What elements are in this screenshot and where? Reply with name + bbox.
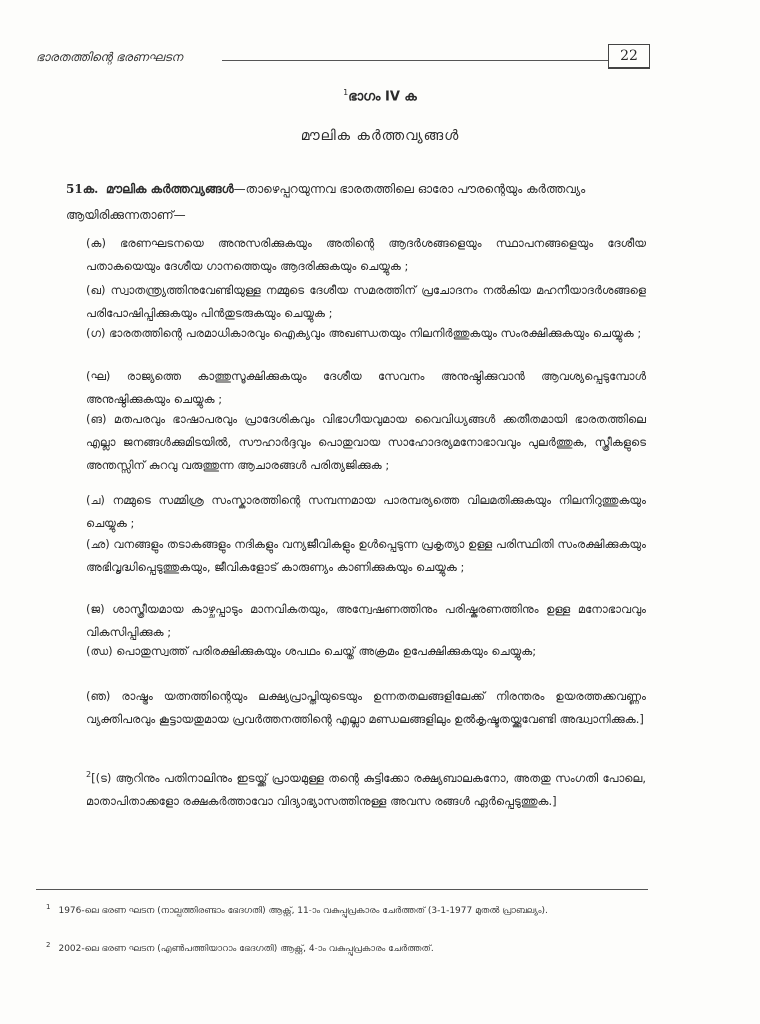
clause-nja: (ഞ) രാഷ്ട്രം യത്നത്തിന്റെയും ലക്ഷ്യപ്രാപ്തിയുടെയും ഉന്നതതലങ്ങളിലേക്ക് നിരന്തരം ഉയരത്തക്കവണ്ണം വ്യക്തിപരവും കൂട്ടായതുമായ പ്രവർത്തനത്തിന്റെ എല്ലാ മണ്ഡലങ്ങളിലും ഉൽകൃഷ്ടതയ്ക്കുവേണ്ടി അദ്ധ്വാനിക്കുക.]	[86, 689, 646, 726]
running-header-title: ഭാരതത്തിന്റെ ഭരണഘടന	[36, 50, 183, 64]
footnote-2-marker: 2	[46, 941, 51, 949]
clause-ga: (ഗ) ഭാരതത്തിന്റെ പരമാധികാരവും ഐക്യവും അഖണ്ഡതയും നിലനിർത്തുകയും സംരക്ഷിക്കുകയും ചെയ്യുക ;	[86, 326, 642, 340]
clause-gha: (ഘ) രാജ്യത്തെ കാത്തുസൂക്ഷിക്കുകയും ദേശീയ സേവനം അനുഷ്ഠിക്കുവാൻ ആവശ്യപ്പെടുമ്പോൾ അനുഷ്ഠിക്കുകയും ചെയ്യുക ;	[86, 369, 646, 406]
clause-chha: (ഛ) വനങ്ങളും തടാകങ്ങളും നദികളും വന്യജീവികളും ഉൾപ്പെടുന്ന പ്രകൃത്യാ ഉള്ള പരിസ്ഥിതി സംരക്ഷിക്കുകയും അഭിവൃദ്ധിപ്പെടുത്തുകയും, ജീവികളോട് കാരുണ്യം കാണിക്കുകയും ചെയ്യുക ;	[86, 537, 646, 574]
clause-cha: (ച) നമ്മുടെ സമ്മിശ്ര സംസ്കാരത്തിന്റെ സമ്പന്നമായ പാരമ്പര്യത്തെ വിലമതിക്കുകയും നിലനിറുത്തുകയും ചെയ്യുക ;	[86, 493, 646, 530]
footnote-rule	[36, 889, 648, 890]
footnote-1	[46, 899, 646, 919]
footnote-1-marker: 1	[46, 903, 51, 911]
article-number: 51ക.	[66, 182, 99, 196]
inserted-clause-marker: 2	[86, 770, 92, 779]
inserted-clause-text: [(ട) ആറിനും പതിനാലിനും ഇടയ്ക്ക് പ്രായമുള്ള തന്റെ കുട്ടിക്കോ രക്ഷ്യബാലകനോ, അതതു സംഗതി പോലെ, മാതാപിതാക്കളോ രക്ഷകർത്താവോ വിദ്യാഭ്യാസത്തിനുള്ള അവസ രങ്ങൾ ഏർപ്പെടുത്തുക.]	[86, 770, 646, 808]
article-title: മൗലിക കർത്തവ്യങ്ങൾ	[105, 182, 234, 196]
page-number: 22	[608, 44, 650, 69]
clause-ka: (ക) ഭരണഘടനയെ അനുസരിക്കുകയും അതിന്റെ ആദർശങ്ങളെയും സ്ഥാപനങ്ങളെയും ദേശീയ പതാകയെയും ദേശീയ ഗാനത്തെയും ആദരിക്കുകയും ചെയ്യുക ;	[86, 236, 646, 273]
footnote-2	[46, 937, 646, 957]
clause-jha: (ഝ) പൊതുസ്വത്ത് പരിരക്ഷിക്കുകയും ശപഥം ചെയ്ത് അക്രമം ഉപേക്ഷിക്കുകയും ചെയ്യുക;	[86, 644, 537, 658]
inserted-clause-ta	[86, 763, 646, 813]
header-rule	[222, 60, 608, 61]
part-footnote-marker: 1	[343, 88, 349, 97]
part-title: ഭാഗം IV ക	[348, 89, 417, 105]
clause-ja: (ജ) ശാസ്ത്രീയമായ കാഴ്ചപ്പാടും മാനവികതയും, അന്വേഷണത്തിനും പരിഷ്കരണത്തിനും ഉള്ള മനോഭാവവും വികസിപ്പിക്കുക ;	[86, 602, 646, 639]
footnote-2-text: 2002-ലെ ഭരണ ഘടന (എൺപത്തിയാറാം ഭേദഗതി) ആക്റ്റ്, 4-ാം വകുപ്പുപ്രകാരം ചേർത്തത്.	[58, 944, 434, 954]
article-51a	[66, 176, 644, 228]
clause-kha: (ഖ) സ്വാതന്ത്ര്യത്തിനുവേണ്ടിയുള്ള നമ്മുടെ ദേശീയ സമരത്തിന് പ്രചോദനം നൽകിയ മഹനീയാദർശങ്ങളെ പരിപോഷിപ്പിക്കുകയും പിൻതുടരുകയും ചെയ്യുക ;	[86, 283, 646, 320]
clause-nga: (ങ) മതപരവും ഭാഷാപരവും പ്രാദേശികവും വിഭാഗീയവുമായ വൈവിധ്യങ്ങൾ ക്കതീതമായി ഭാരതത്തിലെ എല്ലാ ജനങ്ങൾക്കുമിടയിൽ, സൗഹാർദ്ദവും പൊതുവായ സാഹോദര്യമനോഭാവവും പുലർത്തുക, സ്ത്രീകളുടെ അന്തസ്സിന് കുറവു വരുത്തുന്ന ആചാരങ്ങൾ പരിത്യജിക്കുക ;	[86, 412, 646, 472]
part-heading	[0, 88, 760, 104]
footnote-1-text: 1976-ലെ ഭരണ ഘടന (നാല്പത്തിരണ്ടാം ഭേദഗതി) ആക്റ്റ്, 11-ാം വകുപ്പുപ്രകാരം ചേർത്തത് (3-1-1977 മുതൽ പ്രാബല്യം).	[58, 906, 548, 916]
article-intro: —താഴെപ്പറയുന്നവ ഭാരതത്തിലെ ഓരോ പൗരന്റെയും കർത്തവ്യം ആയിരിക്കുന്നതാണ്—	[66, 182, 586, 222]
chapter-title: മൗലിക കർത്തവ്യങ്ങൾ	[300, 128, 460, 144]
